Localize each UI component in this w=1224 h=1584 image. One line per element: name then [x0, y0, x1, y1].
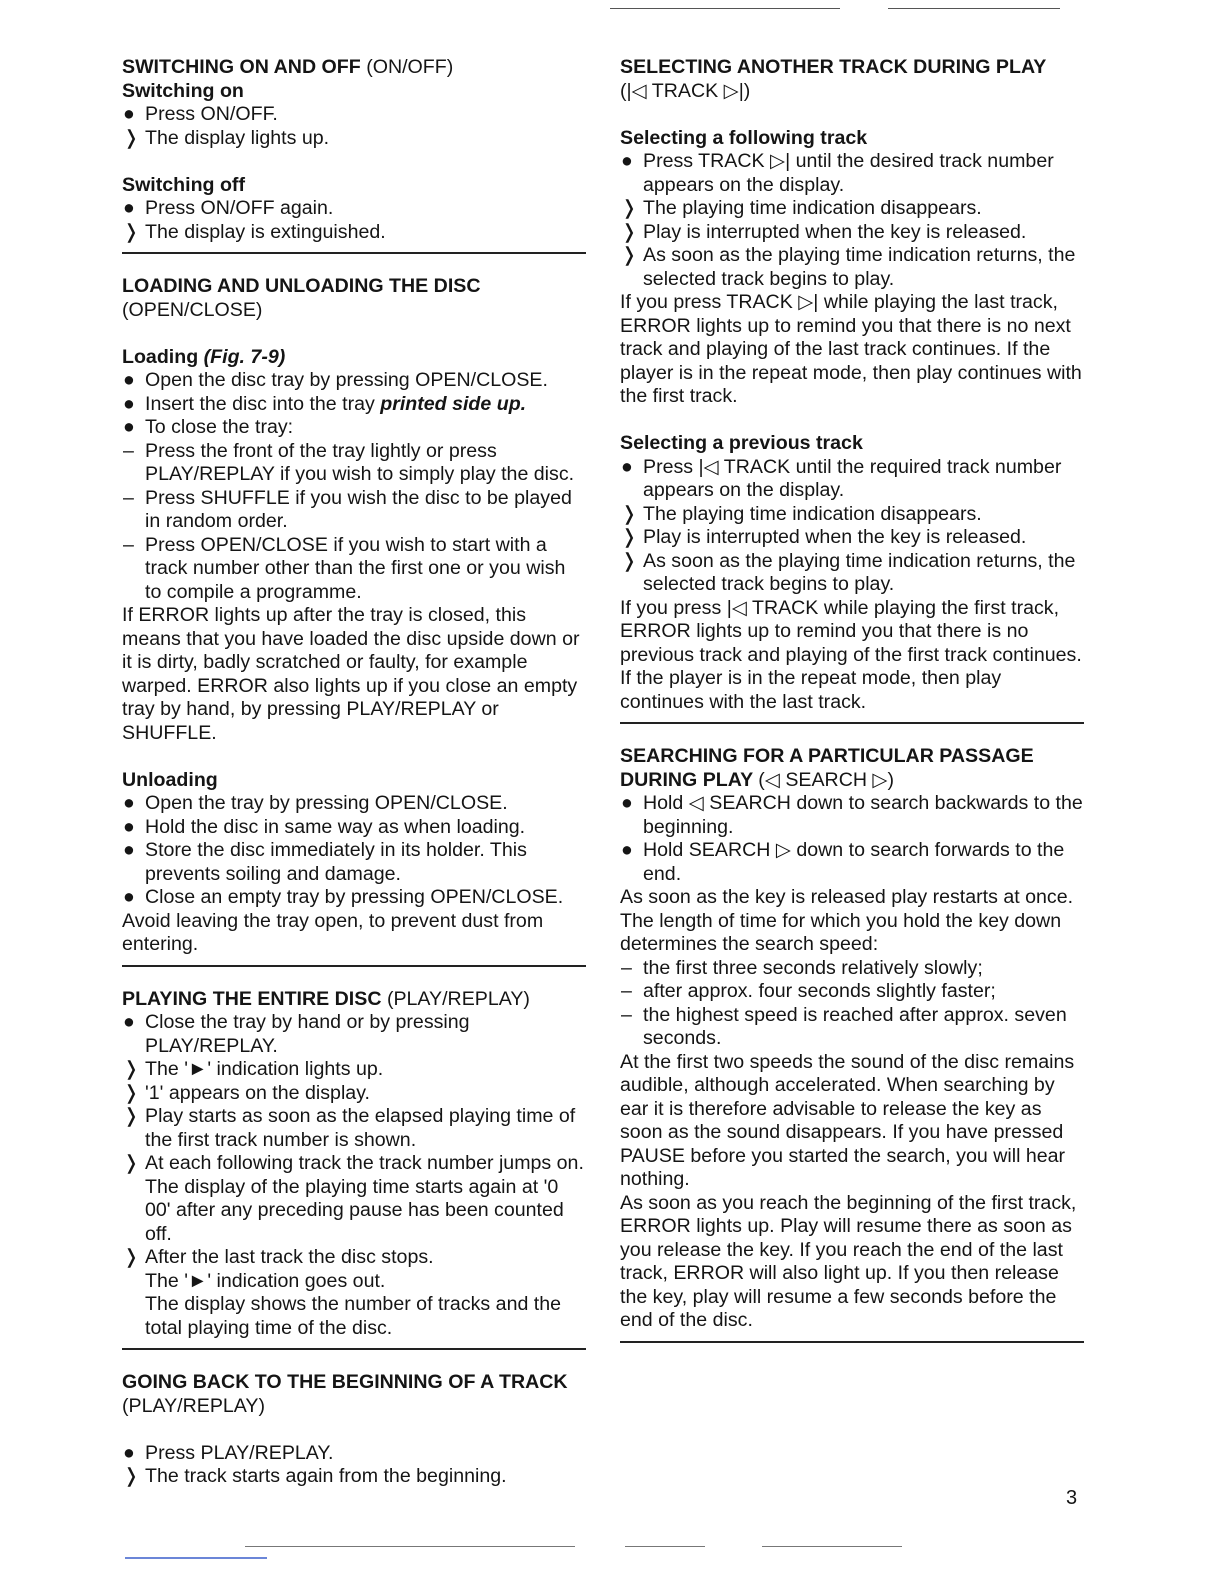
result-item [122, 127, 586, 151]
line-text: Insert the disc into the tray [145, 392, 375, 415]
result-arrow-icon: ❭ [621, 244, 638, 266]
line-text: As soon as the playing time indication returns, the selected track begins to play. [643, 244, 1076, 290]
line-text: The track starts again from the beginning. [145, 1465, 507, 1487]
subheading-text: Switching off [122, 173, 245, 196]
subheading-text: Selecting a previous track [620, 432, 863, 454]
result-arrow-icon: ❭ [123, 1081, 140, 1104]
line-text: Press SHUFFLE if you wish the disc to be played in random order. [145, 486, 572, 532]
result-item [620, 526, 1084, 550]
bullet-icon: ● [621, 839, 633, 861]
dash-icon: – [621, 1003, 632, 1026]
emphasis-text: printed side up. [380, 392, 527, 415]
section [122, 988, 586, 1351]
line-text: the highest speed is reached after approx. seven seconds. [643, 1003, 1067, 1049]
line-text: Close an empty tray by pressing OPEN/CLOSE. [145, 886, 564, 908]
section-title-text: GOING BACK TO THE BEGINNING OF A TRACK [122, 1371, 568, 1393]
scan-artifact-blue-line [125, 1557, 267, 1559]
result-item [122, 221, 586, 245]
bullet-icon: ● [621, 792, 633, 814]
result-arrow-icon: ❭ [123, 1152, 140, 1174]
section [122, 1371, 586, 1497]
line-text: To close the tray: [145, 416, 294, 438]
result-item [122, 1082, 586, 1106]
dash-item [620, 980, 1084, 1004]
line-text: The playing time indication disappears. [643, 197, 982, 219]
section-title-text: SWITCHING ON AND OFF [122, 56, 361, 78]
subheading-text: Loading [122, 345, 199, 368]
result-item [122, 1058, 586, 1082]
dash-icon: – [123, 439, 134, 462]
line-text: The display lights up. [145, 126, 330, 149]
result-arrow-icon: ❭ [123, 1105, 140, 1127]
section-title-suffix: (◁ SEARCH ▷) [758, 768, 895, 791]
bullet-icon: ● [621, 455, 633, 478]
section-title-suffix: (ON/OFF) [366, 56, 454, 78]
line-text: Hold the disc in same way as when loading. [145, 815, 526, 838]
bullet-icon: ● [123, 815, 135, 838]
line-text: Press TRACK ▷| until the desired track number appears on the display. [643, 150, 1054, 196]
bullet-icon: ● [123, 839, 135, 861]
line-text: Open the tray by pressing OPEN/CLOSE. [145, 792, 508, 814]
bullet-item [122, 792, 586, 816]
paragraph: If you press TRACK ▷| while playing the last track, ERROR lights up to remind you that there is no next track and playing of the last track continues. If the player is in the repeat mode, then play continues with the first track. [620, 291, 1082, 407]
result-item [620, 550, 1084, 597]
bullet-item [620, 150, 1084, 197]
bullet-item [122, 393, 586, 417]
line-text: Play is interrupted when the key is released. [643, 526, 1027, 548]
line-text: The display shows the number of tracks and the total playing time of the disc. [145, 1293, 562, 1339]
section-title [122, 1371, 586, 1395]
subheading [122, 769, 586, 793]
result-arrow-icon: ❭ [621, 220, 638, 243]
scan-artifact-top [888, 8, 1060, 9]
section-title-text: SEARCHING FOR A PARTICULAR PASSAGE DURING PLAY [620, 745, 1034, 791]
dash-icon: – [621, 956, 632, 979]
bullet-item [122, 103, 586, 127]
bullet-icon: ● [123, 416, 135, 438]
line-text: The display is extinguished. [145, 220, 386, 243]
line-text: As soon as the playing time indication returns, the selected track begins to play. [643, 549, 1076, 595]
section-title [122, 988, 586, 1012]
subheading [122, 346, 586, 370]
dash-icon: – [123, 486, 134, 509]
right-column [620, 56, 1084, 1364]
section [122, 56, 586, 254]
figure-reference: (Fig. 7-9) [203, 345, 286, 368]
line-text: the first three seconds relatively slowly; [643, 956, 983, 979]
paragraph: If ERROR lights up after the tray is closed, this means that you have loaded the disc upside down or it is dirty, badly scratched or faulty, for example warped. ERROR also lights up if you close an empty tray by hand, by pressing PLAY/REPLAY or SHUFFLE. [122, 604, 580, 744]
dash-item [122, 440, 586, 487]
section-title-text: LOADING AND UNLOADING THE DISC [122, 275, 481, 297]
left-column [122, 56, 586, 1497]
subheading [620, 127, 1084, 151]
line-text: After the last track the disc stops. [145, 1246, 434, 1268]
scan-artifact-bottom [762, 1546, 902, 1547]
line-text: Hold ◁ SEARCH down to search backwards to the beginning. [643, 792, 1083, 838]
subheading-text: Selecting a following track [620, 126, 868, 149]
line-text: Open the disc tray by pressing OPEN/CLOSE. [145, 369, 548, 391]
result-arrow-icon: ❭ [621, 549, 638, 572]
bullet-icon: ● [123, 1441, 135, 1464]
section [122, 275, 586, 967]
result-arrow-icon: ❭ [621, 526, 638, 548]
bullet-icon: ● [123, 392, 135, 415]
section [620, 745, 1084, 1343]
section-title-suffix: (PLAY/REPLAY) [386, 987, 530, 1010]
bullet-icon: ● [123, 103, 135, 125]
line-text: At each following track the track number jumps on. The display of the playing time starts again at '0 00' after any preceding pause has been counted off. [145, 1152, 584, 1245]
scan-artifact-top [610, 8, 840, 9]
dash-item [620, 1004, 1084, 1051]
result-item [122, 1105, 586, 1152]
line-text: '1' appears on the display. [145, 1081, 370, 1104]
result-arrow-icon: ❭ [123, 1246, 140, 1268]
scan-artifact-bottom [625, 1546, 705, 1547]
section-subtitle: (OPEN/CLOSE) [122, 298, 263, 321]
bullet-item [122, 1011, 586, 1058]
line-text: The playing time indication disappears. [643, 502, 982, 525]
bullet-item [122, 839, 586, 886]
indented-line [122, 1293, 586, 1340]
subheading-text: Switching on [122, 79, 244, 102]
line-text: Press OPEN/CLOSE if you wish to start with a track number other than the first one or you wish to compile a programme. [145, 533, 566, 603]
scan-artifact-bottom [245, 1546, 575, 1547]
bullet-icon: ● [621, 150, 633, 172]
line-text: Press ON/OFF again. [145, 197, 334, 219]
subheading [122, 174, 586, 198]
bullet-item [620, 839, 1084, 886]
bullet-icon: ● [123, 197, 135, 219]
section-title-text: SELECTING ANOTHER TRACK DURING PLAY [620, 56, 1047, 78]
subheading [620, 432, 1084, 456]
result-item [620, 197, 1084, 221]
result-arrow-icon: ❭ [621, 197, 638, 219]
section-title [620, 745, 1084, 792]
line-text: Store the disc immediately in its holder. This prevents soiling and damage. [145, 839, 527, 885]
line-text: Press ON/OFF. [145, 103, 278, 125]
section-subtitle: (PLAY/REPLAY) [122, 1394, 266, 1417]
bullet-icon: ● [123, 886, 135, 908]
line-text: Close the tray by hand or by pressing PLAY/REPLAY. [145, 1011, 470, 1057]
result-arrow-icon: ❭ [123, 1058, 140, 1080]
section-title [620, 56, 1084, 80]
dash-item [620, 957, 1084, 981]
bullet-item [620, 456, 1084, 503]
line-text: Hold SEARCH ▷ down to search forwards to the end. [643, 839, 1065, 885]
paragraph: Avoid leaving the tray open, to prevent dust from entering. [122, 909, 544, 955]
bullet-item [122, 816, 586, 840]
bullet-item [122, 416, 586, 440]
result-arrow-icon: ❭ [123, 126, 140, 149]
section-subtitle: (|◁ TRACK ▷|) [620, 79, 751, 102]
bullet-item [122, 886, 586, 910]
result-item [122, 1152, 586, 1246]
line-text: Press |◁ TRACK until the required track number appears on the display. [643, 455, 1062, 501]
bullet-item [122, 369, 586, 393]
line-text: The '►' indication goes out. [145, 1269, 386, 1292]
dash-item [122, 534, 586, 605]
paragraph: As soon as you reach the beginning of the first track, ERROR lights up. Play will resume there as soon as you release the key. If you reach the end of the last track, ERROR will also light up. If you then release the key, play will resume a few seconds before the end of the disc. [620, 1191, 1077, 1331]
bullet-icon: ● [123, 369, 135, 391]
result-arrow-icon: ❭ [123, 220, 140, 243]
bullet-icon: ● [123, 1011, 135, 1033]
section [620, 56, 1084, 724]
dash-item [122, 487, 586, 534]
bullet-item [122, 197, 586, 221]
subheading [122, 80, 586, 104]
dash-icon: – [123, 533, 134, 556]
indented-line [122, 1270, 586, 1294]
section-title-text: PLAYING THE ENTIRE DISC [122, 987, 382, 1010]
result-item [620, 244, 1084, 291]
section-title [122, 275, 586, 299]
line-text: Play starts as soon as the elapsed playing time of the first track number is shown. [145, 1105, 576, 1151]
section-title [122, 56, 586, 80]
page-number: 3 [1066, 1487, 1078, 1509]
line-text: The '►' indication lights up. [145, 1058, 384, 1080]
bullet-icon: ● [123, 792, 135, 814]
result-arrow-icon: ❭ [123, 1465, 140, 1487]
result-arrow-icon: ❭ [621, 502, 638, 525]
result-item [620, 503, 1084, 527]
result-item [122, 1246, 586, 1270]
result-item [122, 1465, 586, 1489]
result-item [620, 221, 1084, 245]
dash-icon: – [621, 980, 632, 1002]
paragraph: If you press |◁ TRACK while playing the first track, ERROR lights up to remind you that there is no previous track and playing of the first track continues. If the player is in the repeat mode, then play continues with the last track. [620, 596, 1082, 713]
paragraph: At the first two speeds the sound of the disc remains audible, although accelerated. When searching by ear it is therefore advisable to release the key as soon as the sound disappears. If you have pressed PAUSE before you started the search, you will hear nothing. [620, 1050, 1075, 1190]
line-text: Play is interrupted when the key is released. [643, 220, 1027, 243]
line-text: after approx. four seconds slightly faster; [643, 980, 996, 1002]
paragraph: As soon as the key is released play restarts at once. The length of time for which you hold the key down determines the search speed: [620, 886, 1074, 955]
bullet-item [620, 792, 1084, 839]
line-text: Press the front of the tray lightly or press PLAY/REPLAY if you wish to simply play the disc. [145, 439, 575, 485]
bullet-item [122, 1442, 586, 1466]
subheading-text: Unloading [122, 768, 218, 791]
line-text: Press PLAY/REPLAY. [145, 1441, 334, 1464]
